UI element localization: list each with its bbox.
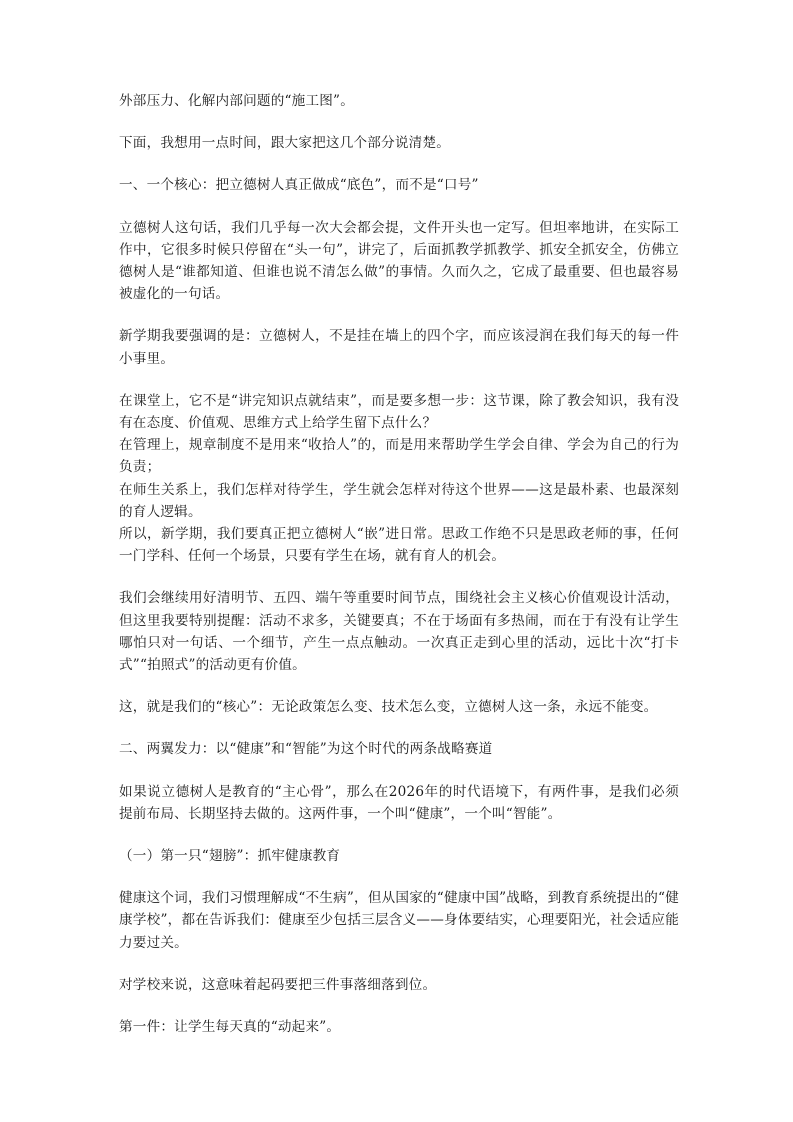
subheading-health: （一）第一只“翅膀”：抓牢健康教育 <box>119 848 341 865</box>
paragraph-school: 对学校来说，这意味着起码要把三件事落细落到位。 <box>119 976 437 993</box>
paragraph-two-wings: 如果说立德树人是教育的“主心骨”，那么在2026年的时代语境下，有两件事，是我们必须提前布局、长期坚持去做的。这两件事，一个叫“健康”，一个叫“智能”。 <box>119 783 679 822</box>
paragraph-relationship: 在师生关系上，我们怎样对待学生，学生就会怎样对待这个世界——这是最朴素、也最深刻的育人逻辑。 <box>119 481 679 520</box>
section-heading-two-wings: 二、两翼发力：以“健康”和“智能”为这个时代的两条战略赛道 <box>119 741 493 758</box>
paragraph-management: 在管理上，规章制度不是用来“收拾人”的，而是用来帮助学生学会自律、学会为自己的行为负责； <box>119 437 679 476</box>
paragraph-first-item: 第一件：让学生每天真的“动起来”。 <box>119 1019 341 1036</box>
paragraph-therefore: 所以，新学期，我们要真正把立德树人“嵌”进日常。思政工作绝不只是思政老师的事，任何一门学科、任何一个场景，只要有学生在场，就有育人的机会。 <box>119 526 679 565</box>
paragraph-classroom: 在课堂上，它不是“讲完知识点就结束”，而是要多想一步：这节课，除了教会知识，我有没有在态度、价值观、思维方式上给学生留下点什么？ <box>119 392 679 432</box>
paragraph-activities: 我们会继续用好清明节、五四、端午等重要时间节点，围绕社会主义核心价值观设计活动，但这里我要特别提醒：活动不求多，关键要真；不在于场面有多热闹，而在于有没有让学生哪怕只对一句话、一个细节，产生一点点触动。一次真正走到心里的活动，远比十次“打卡式”“拍照式”的活动更有价值。 <box>119 590 679 674</box>
paragraph-intro: 下面，我想用一点时间，跟大家把这几个部分说清楚。 <box>119 135 451 152</box>
document-body <box>119 90 679 1038</box>
section-heading-core: 一、一个核心：把立德树人真正做成“底色”，而不是“口号” <box>119 177 479 194</box>
paragraph-core-1: 立德树人这句话，我们几乎每一次大会都会提，文件开头也一定写。但坦率地讲，在实际工作中，它很多时候只停留在“头一句”，讲完了，后面抓教学抓教学、抓安全抓安全，仿佛立德树人是“谁都知道、但谁也说不清怎么做”的事情。久而久之，它成了最重要、但也最容易被虚化的一句话。 <box>119 219 679 303</box>
paragraph-health: 健康这个词，我们习惯理解成“不生病”，但从国家的“健康中国”战略，到教育系统提出的“健康学校”，都在告诉我们：健康至少包括三层含义——身体要结实，心理要阳光，社会适应能力要过关。 <box>119 890 679 951</box>
paragraph-core-summary: 这，就是我们的“核心”：无论政策怎么变、技术怎么变，立德树人这一条，永远不能变。 <box>119 699 658 716</box>
paragraph-continuation: 外部压力、化解内部问题的“施工图”。 <box>119 93 354 109</box>
paragraph-core-2: 新学期我要强调的是：立德树人，不是挂在墙上的四个字，而应该浸润在我们每天的每一件小事里。 <box>119 328 679 367</box>
